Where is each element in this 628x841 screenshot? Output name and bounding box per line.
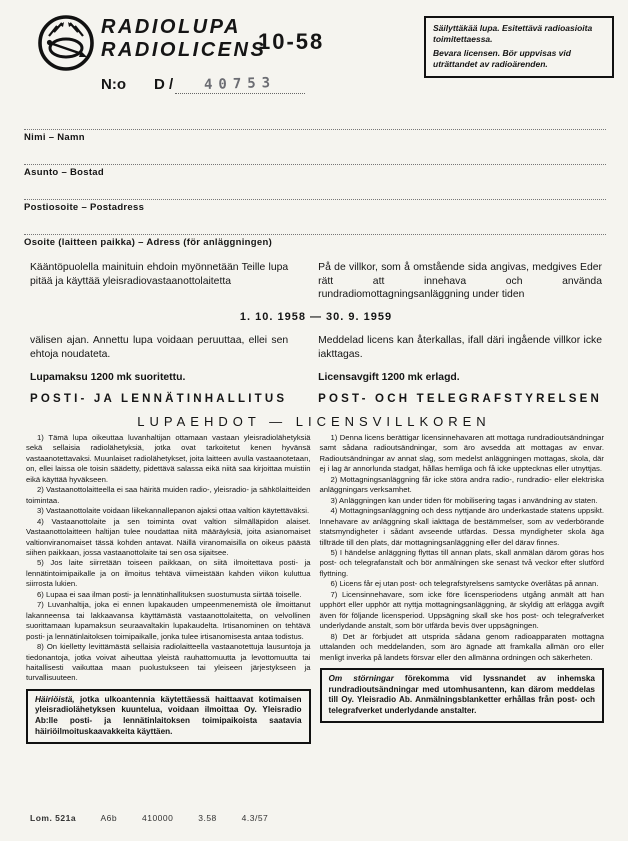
terms-heading: LUPAEHDOT — LICENSVILLKOREN [137,414,491,429]
term-fi-3: 3) Vastaanottolaite voidaan liikekannallepanon ajaksi ottaa valtion käytettäväksi. [37,506,310,516]
grant-intro-swedish: På de villkor, som å omstående sida angivas, medgives Eder rätt att innehava och använda rundradiomottagningsanläggning under tiden [318,262,602,301]
residence-field [24,164,606,199]
term-sv-6: 6) Licens får ej utan post- och telegrafstyrelsens samtycke överlåtas på annan. [330,579,599,589]
number-underline [175,76,305,94]
term-sv-4: 4) Mottagningsanläggning och dess nyttjande äro underkastade statens uppsikt. Innehavare av anläggning skall iakttaga de bestämmelser, som av vederbörande statsmyndigheter i sådant avseende utfärdas. Dessa myndigheter skola äga tillträde till den plats, där mottagningsanläggning eller del därav finnes. [319,506,604,547]
title-swedish: RADIOLICENS [101,39,267,61]
terms-finnish-column [26,433,311,744]
term-sv-8: 8) Det är förbjudet att utsprida sådana genom radioapparaten mottagna uttalanden och meddelanden, som äro ägnade att framkalla allmän oro eller menligt inverka på landets försvar eller den allmänna ordningen och säkerheten. [319,631,604,662]
notice-swedish: Bevara licensen. Bör uppvisas vid uträttandet av radioärenden. [433,48,571,69]
term-fi-8: 8) On kielletty levittämästä sellaisia radiolaitteella vastaanotettuja lausuntoja ja tiedonantoja, jotka voivat aiheuttaa yleistä rauhattomuutta ja levottomuutta tai haitallisesti vaikuttaa maan puolustukseen tai yleiseen järjestykseen ja turvallisuuteen. [26,642,311,683]
authority-finnish: POSTI- JA LENNÄTINHALLITUS [30,393,288,406]
number-series-prefix: D / [154,76,174,93]
term-fi-6: 6) Lupaa ei saa ilman posti- ja lennätinhallituksen suostumusta siirtää toiselle. [37,589,302,599]
interference-lead-finnish: Häiriöistä, [35,694,75,704]
interference-body-finnish: jotka ulkoantennia käytettäessä haittaavat kotimaisen yleisradiolähetyksen kuuntelua, voidaan ilmoittaa Oy. Yleisradio Ab:lle posti- ja lennätinlaitoksen toimipaikoista saatavia häiriöilmoituskaavakkeita käyttäen. [35,694,302,736]
term-sv-7: 7) Licensinnehavare, som icke före licensperiodens utgång anmält att han upphört eller upphör att nyttja mottagningsanläggning, är skyldig att erlägga avgift även för följande licensperiod. Uppsägning skall ske hos post- och telegrafverket underlydande anstalt, som bör utfärda bevis över uppsägningen. [319,589,604,631]
print-reference-line [30,813,290,823]
license-number-row [101,76,305,94]
title-finnish: RADIOLUPA [101,16,241,38]
license-period: 1. 10. 1958 — 30. 9. 1959 [239,310,393,323]
installation-address-field-label: Osoite (laitteen paikka) – Adress (för anläggningen) [24,237,273,248]
document-title [101,16,266,62]
term-fi-4: 4) Vastaanottolaite ja sen toiminta ovat valtion silmälläpidon alaiset. Vastaanottolaitteen haltijan tulee noudattaa niitä määräyksiä, joita asianomaiset valtionviranomaiset tässä kohden antavat. Näillä viranomaisilla on oikeus päästä siihen paikkaan, jossa vastaanottolaite tai sen osa sijaitsee. [26,516,311,557]
interference-notice-finnish [26,689,311,744]
grant-statement [30,261,602,407]
term-fi-7: 7) Luvanhaltija, joka ei ennen lupakauden umpeenmenemistä ole ilmoittanut lakanneensa tai lakkaavansa käyttämästä vastaanottolaitetta, on velvollinen suorittamaan lupamaksun seuraavaltakin lupakaudelta. Irtisanominen on tehtävä posti- ja lennätinlaitoksen toimipaikalle, jonka tulee irtisanomisesta antaa todistus. [26,600,311,641]
post-and-telegraph-horn-logo [36,13,96,73]
license-terms [26,433,604,744]
postal-address-field [24,199,606,234]
form-code: 10-58 [258,29,325,54]
form-size-code: A6b [100,813,118,823]
interference-lead-swedish: Om störningar [328,673,394,683]
term-sv-5: 5) I händelse anläggning flyttas till annan plats, skall anmälan därom göras hos post- och telegrafanstalt och bör anmälningen ske senast två veckor efter slutförd flyttning. [319,547,604,578]
terms-swedish-column [320,433,605,744]
residence-field-label: Asunto – Bostad [24,167,104,178]
term-sv-2: 2) Mottagningsanläggning får icke störa andra radio-, rundradio- eller elektriska anläggningars verksamhet. [319,474,604,495]
retain-license-notice-box [424,16,614,78]
term-fi-1: 1) Tämä lupa oikeuttaa luvanhaltijan ottamaan vastaan yleisradiolähetyksiä sekä sellaisia radiolähetyksiä, jotka ovat tarkoitetut kenen hyvänsä vastaanotettavaksi. Muunlaiset radiolähetykset, joita laitteen avulla vastaanotetaan, on, ellei laissa ole toisin säädetty, pidettävä salassa eikä niitä saa kirjoittaa muistiin eikä käyttää hyväkseen. [26,433,311,484]
term-fi-2: 2) Vastaanottolaitteella ei saa häiritä muiden radio-, yleisradio- ja sähkölaitteiden toimintaa. [26,485,311,505]
print-run: 410000 [141,813,174,823]
term-sv-1: 1) Denna licens berättigar licensinnehavaren att mottaga rundradioutsändningar samt sådana radioutsändningar, som äro avsedda att mottagas av envar. Radioutsändningar av annat slag, som medelst anläggningen mottagas, skola, där ej i lag är annorlunda stadgat, hållas hemliga och få icke upptecknas eller utnyttjas. [319,433,604,474]
fee-paid-finnish: Lupamaksu 1200 mk suoritettu. [30,371,186,383]
revocation-finnish: välisen ajan. Annettu lupa voidaan peruuttaa, ellei sen ehtoja noudateta. [30,335,289,360]
stamped-license-number: 40753 [203,75,277,93]
interference-notice-swedish [320,668,605,723]
holder-details-fields [24,129,606,269]
name-field [24,129,606,164]
notice-finnish: Säilyttäkää lupa. Esitettävä radioasioita toimitettaessa. [433,23,593,44]
interference-body-swedish: förekomma vid lyssnandet av inhemska rundradioutsändningar med utomhusantenn, kan därom meddelas till Oy. Yleisradio Ab. Anmälningsblanketter erhållas från post- och telegrafverket underlydande anstalter. [328,673,595,715]
authority-swedish: POST- OCH TELEGRAFSTYRELSEN [318,393,602,406]
form-lot-number: Lom. 521a [30,813,77,823]
revocation-swedish: Meddelad licens kan återkallas, ifall däri ingående villkor icke iakttagas. [318,335,602,360]
term-sv-3: 3) Anläggningen kan under tiden för mobilisering tagas i användning av staten. [330,495,598,505]
fee-paid-swedish: Licensavgift 1200 mk erlagd. [318,371,460,383]
postal-address-field-label: Postiosoite – Postadress [24,202,145,213]
grant-intro-finnish: Kääntöpuolella mainituin ehdoin myönnetään Teille lupa pitää ja käyttää yleisradiovastaanottolaitetta [30,262,289,287]
print-date: 3.58 [198,813,217,823]
print-ref: 4.3/57 [241,813,269,823]
name-field-label: Nimi – Namn [24,132,85,143]
term-fi-5: 5) Jos laite siirretään toiseen paikkaan, on siitä ilmoitettava posti- ja lennätintoimipaikalle ja on ilmoitus tehtävä viimeistään kahden viikon kuluttua siirrosta lukien. [26,558,311,589]
number-label: N:o [101,76,126,93]
